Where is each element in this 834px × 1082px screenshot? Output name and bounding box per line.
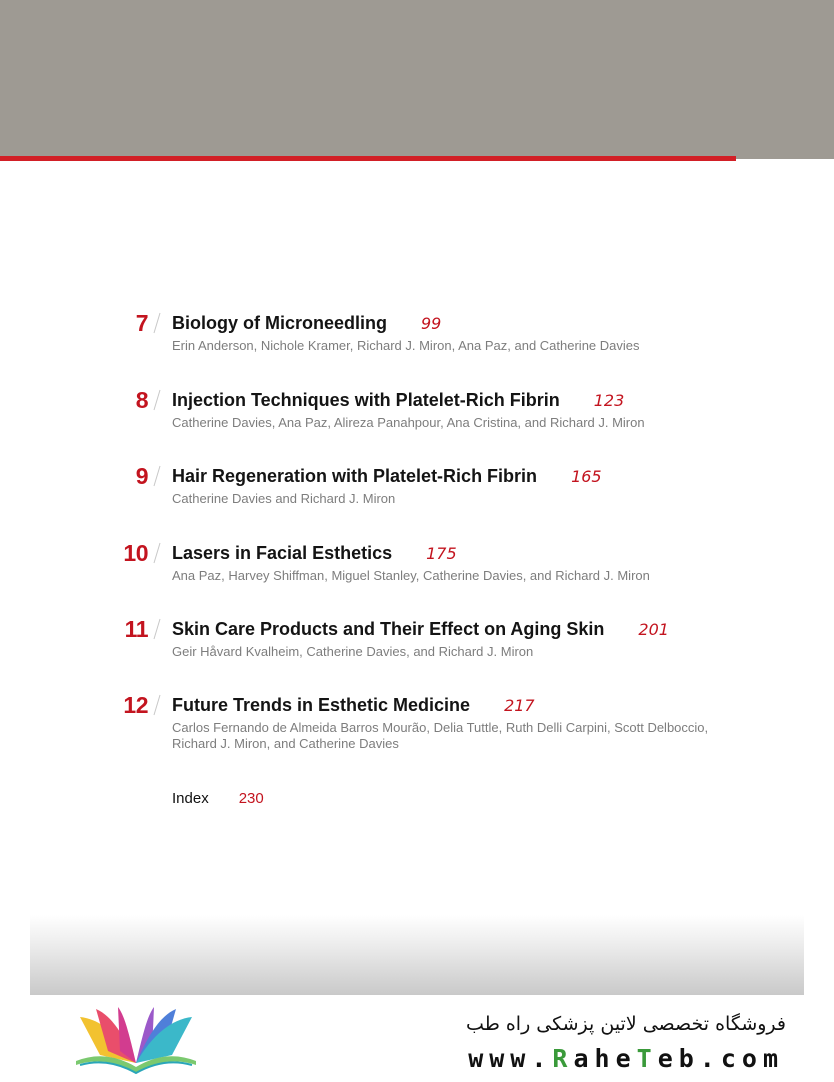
chapter-page-number[interactable]: 165 xyxy=(571,467,602,486)
url-prefix: www. xyxy=(468,1044,553,1073)
shop-name: فروشگاه تخصصی لاتین پزشکی راه طب xyxy=(466,1013,786,1035)
url-mid-2: eb.com xyxy=(657,1044,784,1073)
chapter-title[interactable]: Lasers in Facial Esthetics xyxy=(172,543,393,563)
chapter-number: 11 xyxy=(124,616,148,642)
chapter-number: 8 xyxy=(135,387,148,413)
chapter-page-number[interactable]: 99 xyxy=(421,314,442,333)
url-mid-1: ahe xyxy=(573,1044,637,1073)
chapter-authors: Carlos Fernando de Almeida Barros Mourão, Delia Tuttle, Ruth Delli Carpini, Scott Delboccio, Richard J. Miron, and Catherine Davies xyxy=(172,720,709,751)
index-page-number[interactable]: 230 xyxy=(238,790,264,807)
url-letter-t: T xyxy=(636,1044,658,1073)
page-bottom-shadow xyxy=(30,915,804,995)
toc-index-entry[interactable] xyxy=(172,790,264,807)
book-logo-icon xyxy=(70,1005,202,1077)
chapter-number: 9 xyxy=(135,463,148,489)
chapter-title[interactable]: Future Trends in Esthetic Medicine xyxy=(172,695,471,715)
slash-divider xyxy=(153,542,161,564)
url-letter-r: R xyxy=(552,1044,574,1073)
chapter-page-number[interactable]: 175 xyxy=(426,544,457,563)
chapter-page-number[interactable]: 201 xyxy=(638,620,669,639)
index-label[interactable]: Index xyxy=(172,790,209,807)
chapter-authors: Ana Paz, Harvey Shiffman, Miguel Stanley, Catherine Davies, and Richard J. Miron xyxy=(172,568,650,583)
header-red-rule xyxy=(0,156,736,161)
chapter-page-number[interactable]: 123 xyxy=(593,391,625,410)
chapter-title[interactable]: Biology of Microneedling xyxy=(172,313,387,333)
chapter-authors: Geir Håvard Kvalheim, Catherine Davies, and Richard J. Miron xyxy=(172,644,534,659)
chapter-authors: Catherine Davies, Ana Paz, Alireza Panahpour, Ana Cristina, and Richard J. Miron xyxy=(172,415,645,430)
chapter-number: 12 xyxy=(123,692,148,718)
header-band xyxy=(0,0,834,159)
chapter-authors: Catherine Davies and Richard J. Miron xyxy=(172,491,396,506)
chapter-number: 10 xyxy=(123,540,148,566)
slash-divider xyxy=(153,312,161,334)
slash-divider xyxy=(153,465,161,487)
chapter-title[interactable]: Injection Techniques with Platelet-Rich Fibrin xyxy=(172,390,560,410)
chapter-title[interactable]: Hair Regeneration with Platelet-Rich Fibrin xyxy=(172,466,538,486)
chapter-title[interactable]: Skin Care Products and Their Effect on Aging Skin xyxy=(172,619,605,639)
slash-divider xyxy=(153,618,161,640)
chapter-authors: Erin Anderson, Nichole Kramer, Richard J. Miron, Ana Paz, and Catherine Davies xyxy=(172,338,640,353)
chapter-number: 7 xyxy=(135,310,148,336)
slash-divider xyxy=(153,694,161,716)
chapter-page-number[interactable]: 217 xyxy=(504,696,535,715)
slash-divider xyxy=(153,389,161,411)
shop-url[interactable] xyxy=(468,1044,784,1073)
